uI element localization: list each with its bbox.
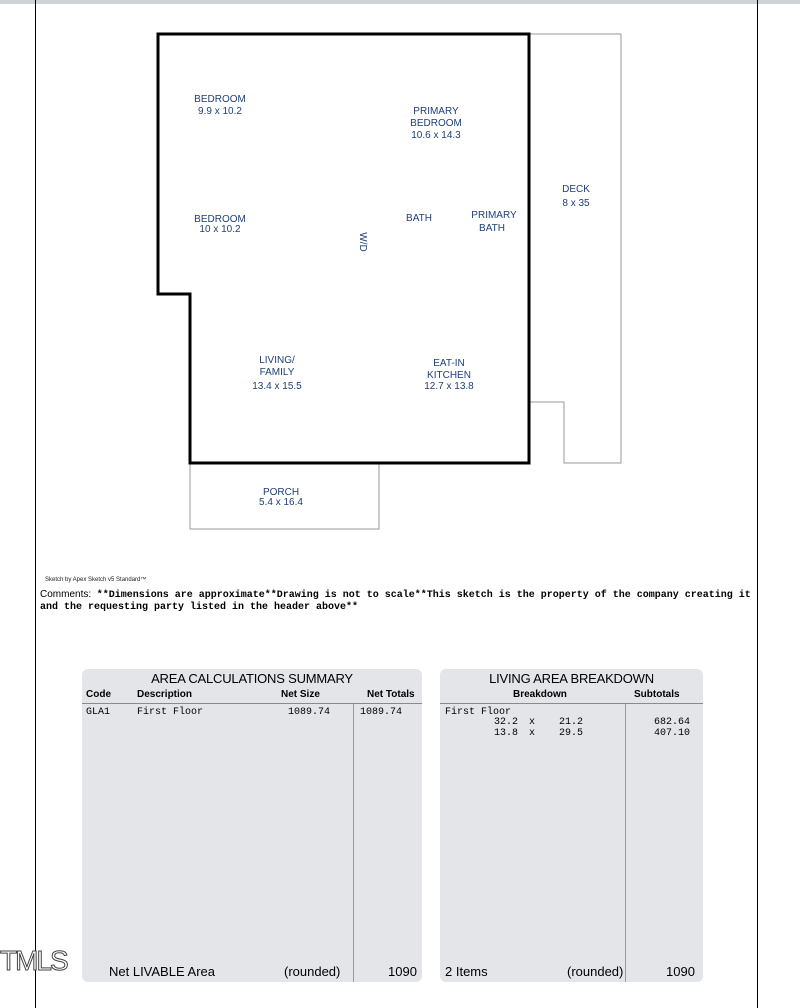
bedroom2-name: BEDROOM [194,214,246,225]
kitchen-dims: 12.7 x 13.8 [424,381,474,392]
breakdown-row2-subtotal: 407.10 [654,728,691,739]
area-header-rule [82,703,422,704]
row-description: First Floor [137,707,204,718]
items-count: 2 Items [445,964,488,979]
sketch-credit: Sketch by Apex Sketch v5 Standard™ [45,577,147,583]
row-net-totals: 1089.74 [360,707,403,718]
kitchen-line2: KITCHEN [427,370,471,381]
row-net-size: 1089.74 [288,707,331,718]
porch-dims: 5.4 x 16.4 [259,497,303,508]
area-rounded-label: (rounded) [284,964,341,979]
comments-text: **Dimensions are approximate**Drawing is not to scale**This sketch is the property of the company creating it and the requesting party listed in the header above** [40,590,757,613]
description-header: Description [137,689,193,700]
breakdown-floor: First Floor [445,707,512,718]
bedroom1-dims: 9.9 x 10.2 [198,106,242,117]
area-column-separator [353,704,354,982]
living-header-rule [440,703,703,704]
deck-dims: 8 x 35 [562,198,590,209]
deck-outline [529,34,621,463]
breakdown-row2-x: x [529,728,536,739]
breakdown-row1-x: x [529,717,536,728]
bath-label: BATH [406,213,432,224]
kitchen-line1: EAT-IN [433,358,465,369]
breakdown-row1-b: 21.2 [559,717,584,728]
breakdown-header: Breakdown [513,689,567,700]
primary-bedroom-dims: 10.6 x 14.3 [411,130,461,141]
living-dims: 13.4 x 15.5 [252,381,302,392]
comments-label: Comments: [40,589,92,600]
net-livable-label: Net LIVABLE Area [109,964,215,979]
net-livable-value: 1090 [388,964,417,979]
deck-name: DECK [562,184,590,195]
porch-name: PORCH [262,487,300,498]
breakdown-row2-a: 13.8 [494,728,519,739]
code-header: Code [86,689,111,700]
living-area-panel [440,669,703,982]
area-calculations-panel [82,669,422,982]
subtotals-header: Subtotals [634,689,680,700]
primary-bedroom-line1: PRIMARY [413,106,459,117]
area-summary-title: AREA CALCULATIONS SUMMARY [151,671,353,686]
primary-bath-line2: BATH [479,223,505,234]
living-line1: LIVING/ [259,355,295,366]
comments [40,589,755,613]
primary-bedroom-line2: BEDROOM [410,118,462,129]
living-breakdown-title: LIVING AREA BREAKDOWN [489,671,654,686]
living-rounded-label: (rounded) [567,964,624,979]
mls-watermark: TMLS [0,945,67,976]
breakdown-row2-b: 29.5 [559,728,584,739]
bedroom2-dims: 10 x 10.2 [199,224,241,235]
net-totals-header: Net Totals [367,689,415,700]
net-size-header: Net Size [281,689,320,700]
row-code: GLA1 [86,707,111,718]
wd-label: W/D [357,232,368,252]
breakdown-row1-subtotal: 682.64 [654,717,691,728]
living-column-separator [625,704,626,982]
living-total-value: 1090 [666,964,695,979]
living-line2: FAMILY [259,367,295,378]
primary-bath-line1: PRIMARY [471,210,517,221]
bedroom1-name: BEDROOM [194,94,246,105]
breakdown-row1-a: 32.2 [494,717,519,728]
